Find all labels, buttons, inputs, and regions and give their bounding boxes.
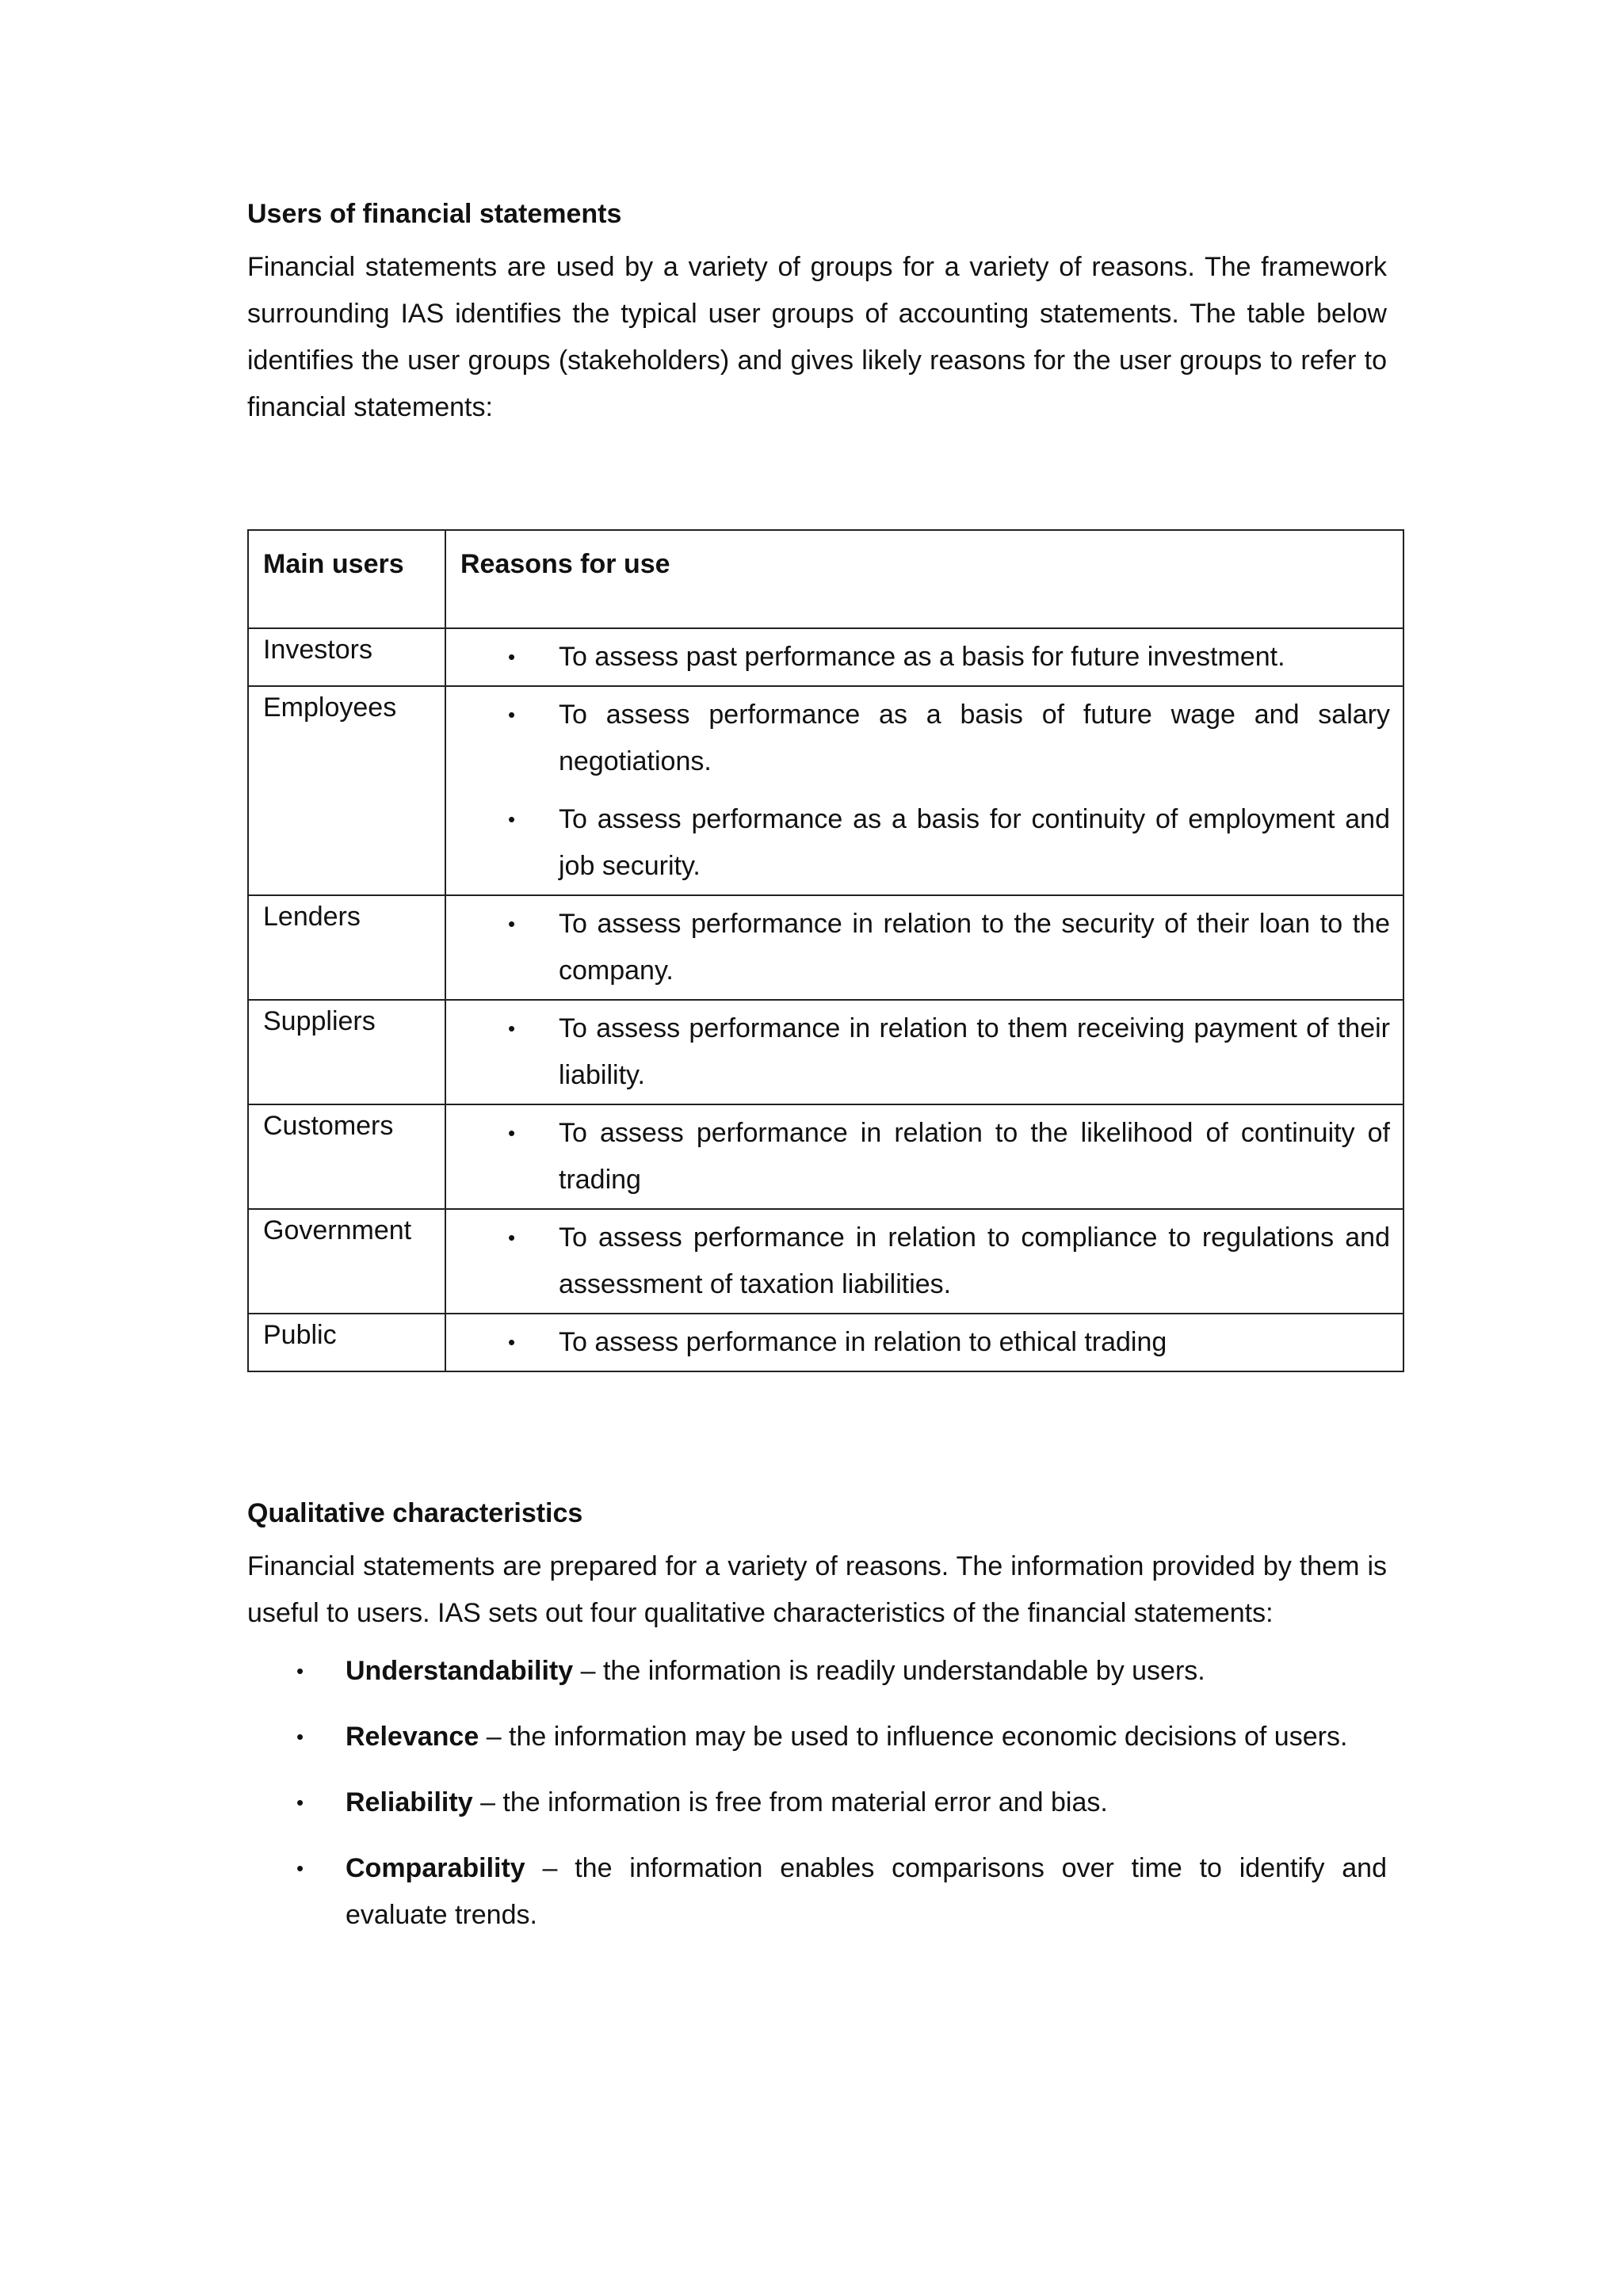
bullet-icon: • xyxy=(508,912,516,936)
table-row xyxy=(248,895,1403,1000)
characteristic-text: – the information is free from material error and bias. xyxy=(480,1787,1108,1817)
bullet-icon: • xyxy=(508,1330,516,1354)
section-heading-users: Users of financial statements xyxy=(247,199,622,229)
reason-list xyxy=(446,896,1403,999)
reason-text: To assess performance in relation to compliance to regulations and assessment of taxation liabilities. xyxy=(559,1222,1390,1299)
bullet-icon: • xyxy=(296,1659,304,1683)
reason-text: To assess performance in relation to ethical trading xyxy=(559,1327,1167,1357)
table-row xyxy=(248,628,1403,686)
list-item xyxy=(446,634,1390,681)
characteristic-text: – the information enables comparisons over time to identify and evaluate trends. xyxy=(346,1853,1387,1930)
reason-text: To assess performance as a basis for continuity of employment and job security. xyxy=(559,804,1390,881)
list-item xyxy=(247,1714,1387,1760)
characteristic-text: – the information is readily understandable by users. xyxy=(580,1656,1205,1686)
characteristic-term: Understandability xyxy=(346,1656,574,1686)
reasons-cell xyxy=(445,686,1403,895)
table-row xyxy=(248,1104,1403,1209)
bullet-icon: • xyxy=(296,1856,304,1880)
characteristic-term: Comparability xyxy=(346,1853,525,1883)
bullet-icon: • xyxy=(296,1725,304,1749)
reasons-cell xyxy=(445,1209,1403,1314)
list-item xyxy=(446,796,1390,890)
table-row xyxy=(248,1000,1403,1104)
table-row xyxy=(248,1314,1403,1371)
table-header-row xyxy=(248,530,1403,628)
reason-text: To assess performance in relation to them receiving payment of their liability. xyxy=(559,1013,1390,1090)
reason-list xyxy=(446,1314,1403,1371)
user-cell: Public xyxy=(248,1314,445,1371)
reason-list xyxy=(446,629,1403,685)
reason-list xyxy=(446,687,1403,894)
reasons-cell xyxy=(445,1104,1403,1209)
user-cell: Employees xyxy=(248,686,445,895)
list-item xyxy=(446,1110,1390,1203)
bullet-icon: • xyxy=(508,807,516,831)
reasons-cell xyxy=(445,895,1403,1000)
list-item xyxy=(446,1215,1390,1308)
table-row xyxy=(248,686,1403,895)
reasons-cell xyxy=(445,628,1403,686)
reason-text: To assess performance in relation to the security of their loan to the company. xyxy=(559,909,1390,986)
user-cell: Government xyxy=(248,1209,445,1314)
user-cell: Investors xyxy=(248,628,445,686)
reason-list xyxy=(446,1001,1403,1104)
section-heading-qualitative: Qualitative characteristics xyxy=(247,1498,583,1528)
list-item xyxy=(446,692,1390,785)
table-row xyxy=(248,1209,1403,1314)
user-cell: Suppliers xyxy=(248,1000,445,1104)
list-item xyxy=(247,1779,1387,1826)
list-item xyxy=(446,901,1390,994)
qualitative-intro-paragraph: Financial statements are prepared for a variety of reasons. The information provided by them is useful to users. IAS sets out four qualitative characteristics of the financial statements: xyxy=(247,1551,1387,1628)
reasons-cell xyxy=(445,1314,1403,1371)
list-item xyxy=(247,1648,1387,1695)
reason-text: To assess past performance as a basis for future investment. xyxy=(559,642,1285,672)
bullet-icon: • xyxy=(508,1121,516,1145)
bullet-icon: • xyxy=(508,703,516,727)
reason-text: To assess performance in relation to the likelihood of continuity of trading xyxy=(559,1118,1390,1195)
list-item xyxy=(446,1319,1390,1366)
list-item xyxy=(247,1845,1387,1939)
header-main-users: Main users xyxy=(248,530,445,628)
users-intro-paragraph: Financial statements are used by a variety of groups for a variety of reasons. The framework surrounding IAS identifies the typical user groups of accounting statements. The table below identifies the user groups (stakeholders) and gives likely reasons for the user groups to refer to financial statements: xyxy=(247,252,1387,422)
user-cell: Customers xyxy=(248,1104,445,1209)
characteristic-text: – the information may be used to influence economic decisions of users. xyxy=(486,1722,1348,1752)
header-reasons-for-use: Reasons for use xyxy=(445,530,1403,628)
document-page xyxy=(247,198,1390,1930)
reason-list xyxy=(446,1105,1403,1208)
bullet-icon: • xyxy=(508,1226,516,1249)
characteristic-term: Relevance xyxy=(346,1722,479,1752)
bullet-icon: • xyxy=(508,1016,516,1040)
bullet-icon: • xyxy=(508,645,516,669)
users-table xyxy=(247,529,1404,1372)
qualitative-section xyxy=(247,1497,1387,1939)
reason-text: To assess performance as a basis of future wage and salary negotiations. xyxy=(559,700,1390,776)
reason-list xyxy=(446,1210,1403,1313)
reasons-cell xyxy=(445,1000,1403,1104)
characteristic-term: Reliability xyxy=(346,1787,473,1817)
bullet-icon: • xyxy=(296,1791,304,1814)
user-cell: Lenders xyxy=(248,895,445,1000)
list-item xyxy=(446,1005,1390,1099)
qualitative-list xyxy=(247,1648,1387,1939)
